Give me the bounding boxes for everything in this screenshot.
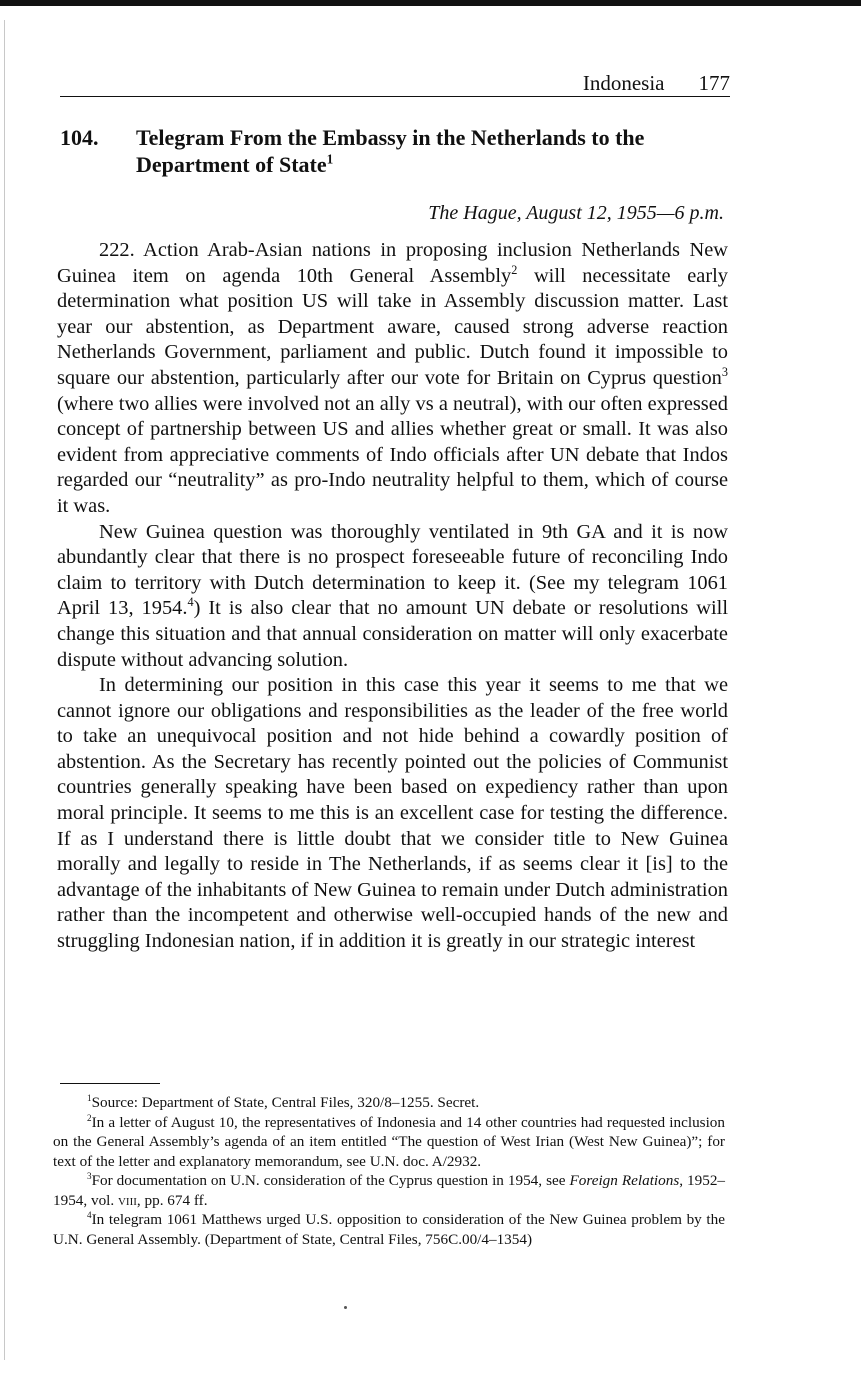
page-number: 177 [698, 71, 730, 95]
text-run: (where two allies were involved not an ally vs a neutral), with our often expressed concept of partnership between US and allies whether great or small. It was also evident from appreciative comments of Indo officials after UN debate that Indos regarded our “neutrality” as pro-Indo neutrality helpful to them, which of course it was. [57, 392, 728, 517]
page-binding-edge [4, 20, 5, 1360]
text-run: In determining our position in this case this year it seems to me that we cannot ignore our obligations and responsibilities as the leader of the free world to take an unequivocal position and not hide behind a cowardly position of abstention. As the Secretary has recently pointed out the policies of Communist countries generally speaking have been based on expediency rather than upon moral principle. It seems to me this is an excellent case for testing the difference. If as I understand there is little doubt that we consider title to New Guinea morally and legally to reside in The Netherlands, if as seems clear it [is] to the advantage of the inhabitants of New Guinea to remain under Dutch administration rather than the incompetent and otherwise well-occupied hands of the new and struggling Indonesian nation, if in addition it is greatly in our strategic interest [57, 674, 728, 953]
page-top-border [0, 0, 861, 6]
footnote-ref: 2 [87, 1112, 92, 1123]
text-run: Source: Department of State, Central Files, 320/8–1255. Secret. [91, 1094, 480, 1111]
volume-numeral: viii [117, 1191, 137, 1209]
footnote [53, 1093, 725, 1113]
running-head-section: Indonesia [582, 71, 665, 95]
footnote-ref: 3 [721, 365, 728, 380]
text-run: , pp. 674 ff. [136, 1191, 208, 1209]
footnote-ref: 4 [87, 1209, 92, 1220]
text-run: New Guinea question was thoroughly ventilated in 9th GA and it is now abundantly clear that there is no prospect foreseeable future of reconciling Indo claim to territory with Dutch determination to keep it. (See my telegram 1061 April 13, 1954. [57, 520, 728, 620]
footnote [53, 1171, 725, 1210]
body-paragraph [57, 673, 728, 955]
document-title: Telegram From the Embassy in the Netherlands to the Department of State [136, 125, 645, 177]
text-run: In telegram 1061 Matthews urged U.S. opposition to consideration of the New Guinea problem by the U.N. General Assembly. (Department of State, Central Files, 756C.00/4–1354) [53, 1211, 725, 1248]
footnote-ref: 1 [326, 151, 334, 167]
text-run: ) It is also clear that no amount UN debate or resolutions will change this situation and that annual consideration on matter will only exacerbate dispute without advancing solution. [57, 597, 728, 671]
body-paragraph [57, 238, 728, 520]
text-run: will necessitate early determination what position US will take in Assembly discussion matter. Last year our abstention, as Department aware, caused strong adverse reaction Netherlands Government, parliament and public. Dutch found it impossible to square our abstention, particularly after our vote for Britain on Cyprus question [57, 264, 728, 389]
text-run: , 1952–1954, vol. [53, 1172, 726, 1209]
dateline: The Hague, August 12, 1955—6 p.m. [428, 202, 724, 224]
text-run: For documentation on U.N. consideration of the Cyprus question in 1954, see [91, 1172, 570, 1189]
footnote [53, 1210, 725, 1249]
footnote-rule [60, 1083, 160, 1084]
body-paragraph [57, 520, 728, 674]
text-run: In a letter of August 10, the representatives of Indonesia and 14 other countries had requested inclusion on the General Assembly’s agenda of an item entitled “The question of West Irian (West New Guinea)”; for text of the letter and explanatory memorandum, see U.N. doc. A/2932. [53, 1113, 725, 1170]
running-head-rule [60, 96, 730, 97]
text-run: 222. Action Arab-Asian nations in proposing inclusion Netherlands New Guinea item on agenda 10th General Assembly [57, 239, 728, 287]
document-heading [60, 124, 740, 178]
print-speck [344, 1306, 347, 1309]
footnote-ref: 2 [511, 262, 518, 277]
telegram-body [57, 238, 728, 955]
footnote-ref: 4 [187, 595, 194, 610]
footnote-ref: 1 [87, 1092, 92, 1103]
footnote [53, 1113, 725, 1172]
footnotes [53, 1093, 725, 1249]
italic-title: Foreign Relations [569, 1172, 680, 1189]
footnote-ref: 3 [87, 1170, 92, 1181]
document-number: 104. [60, 125, 99, 150]
document-title-block [136, 124, 740, 178]
running-head [60, 70, 730, 96]
